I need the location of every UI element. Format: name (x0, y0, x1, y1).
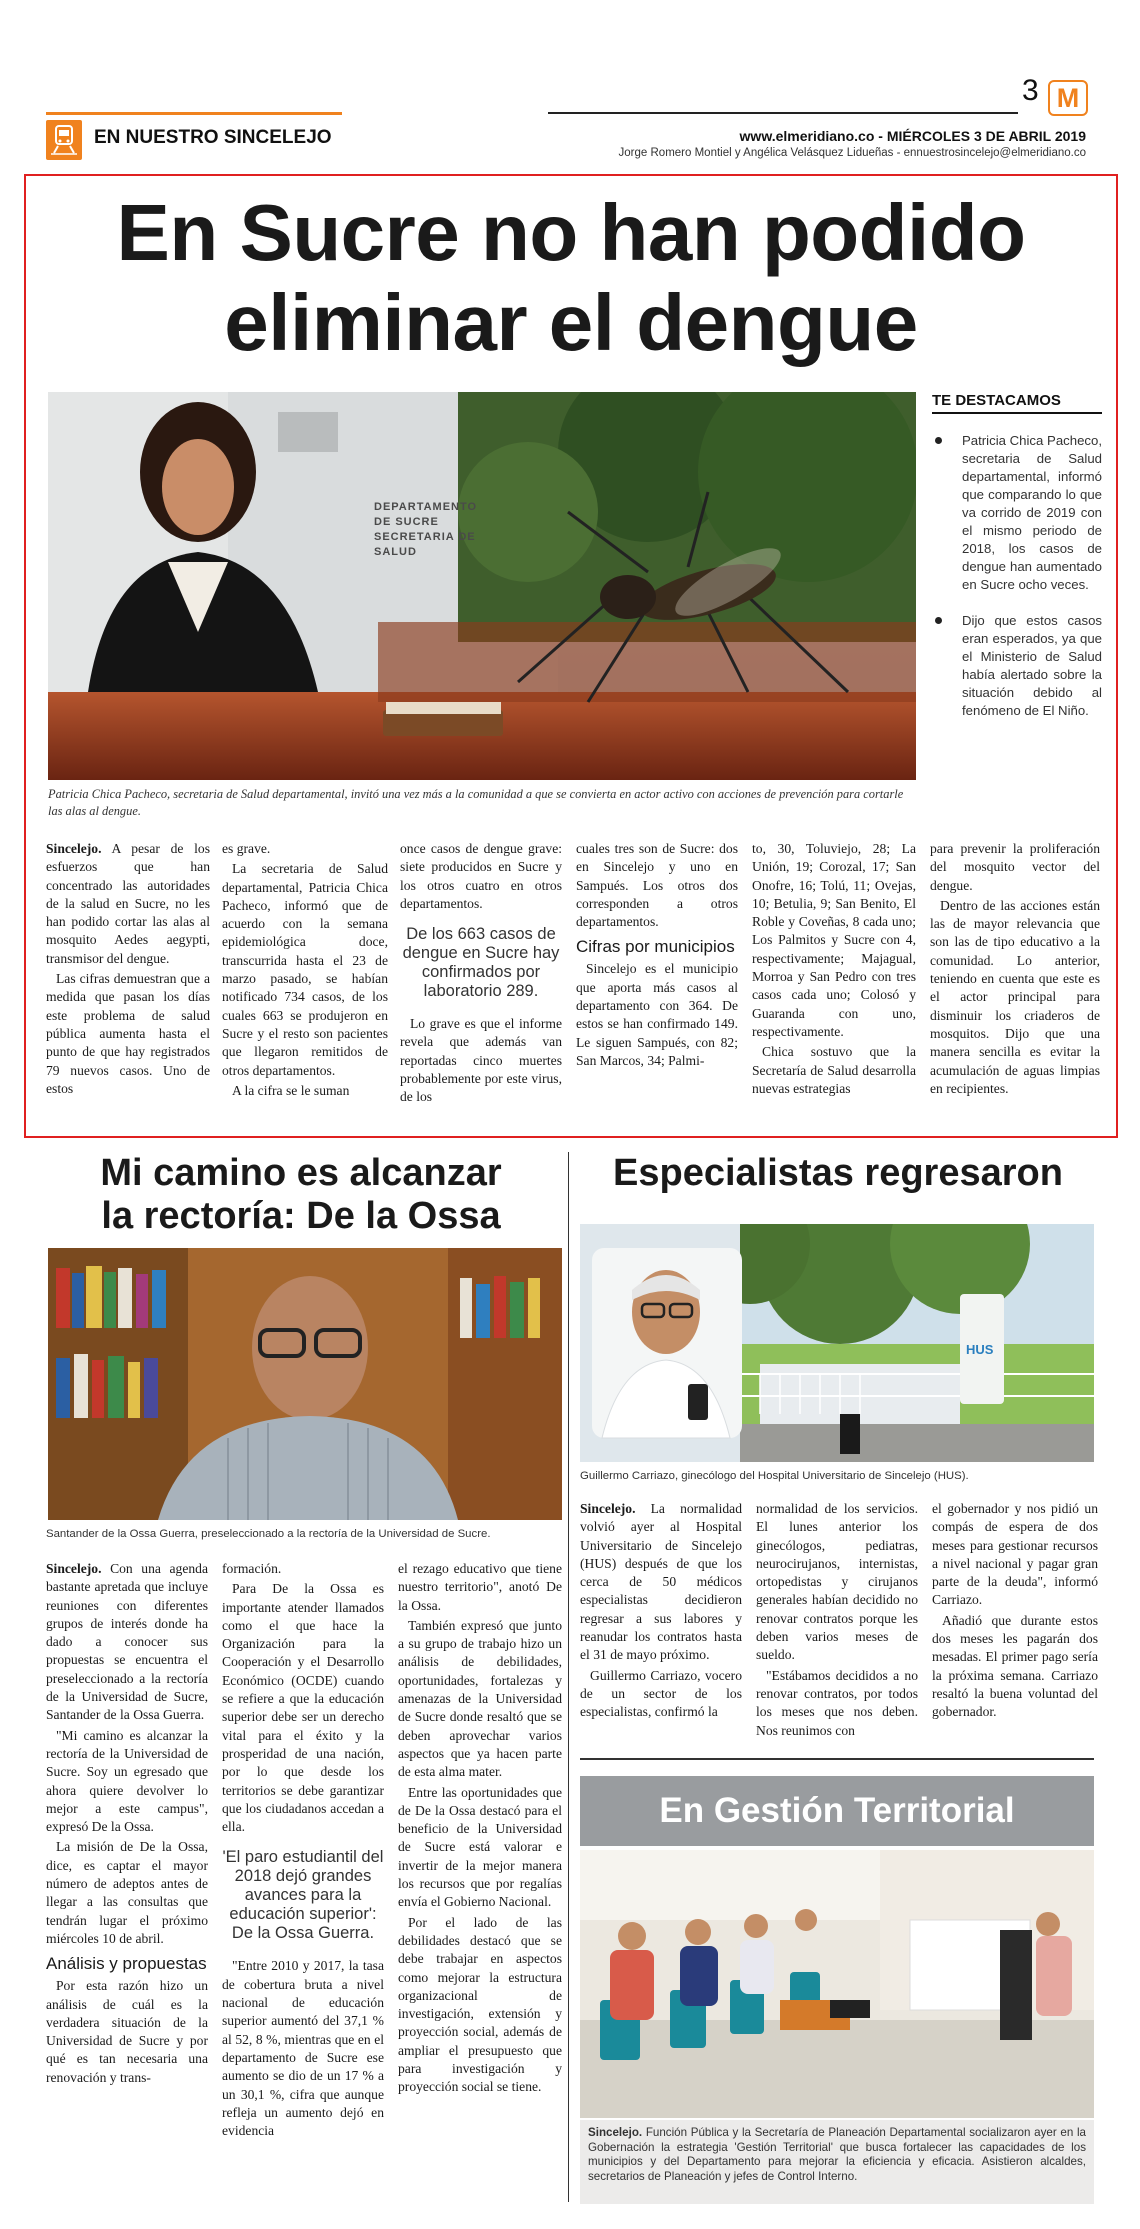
story4-caption: Función Pública y la Secretaría de Planeación Departamental socializaron ayer en la Gobernación la estrategia 'Gestión Territorial' que busca fortalecer las capacidades de los municipios y del Departamento para mejorar la eficiencia y eficacia. Asistieron alcaldes, secretarios de Planeación y jefes de Control Interno. (588, 2126, 1086, 2183)
lead-headline-line-1: En Sucre no han podido (116, 188, 1026, 277)
body-text: el rezago educativo que tiene nuestro territorio", anotó De la Ossa. (398, 1561, 562, 1613)
hospital-sign: HUS (966, 1342, 994, 1357)
highlight-item (932, 432, 1102, 594)
story2-headline (46, 1152, 556, 1238)
body-text: Entre las oportunidades que de De la Ossa destacó para el beneficio de la Universidad de Sucre está valorar e invertir de la mejor manera los recursos que por regalías envía el Gobierno Nacional. (398, 1784, 562, 1910)
highlights-title: TE DESTACAMOS (932, 392, 1102, 414)
story4-photo (580, 1850, 1094, 2118)
story2-photo-caption: Santander de la Ossa Guerra, preseleccionado a la rectoría de la Universidad de Sucre. (46, 1528, 491, 1540)
body-text: "Estábamos decididos a no renovar contratos, por todos los meses que nos deben. Nos reunimos con (756, 1667, 918, 1738)
body-text: A la cifra se le suman (232, 1082, 350, 1098)
bullet-icon (935, 617, 942, 624)
pull-quote: 'El paro estudiantil del 2018 dejó grandes avances para la educación superior': De la Ossa Guerra. (222, 1848, 384, 1943)
lead-col-5 (752, 840, 916, 1100)
lead-headline (24, 188, 1118, 368)
body-text: to, 30, Toluviejo, 28; La Unión, 19; Corozal, 17; San Onofre, 16; Tolú, 11; Ovejas, 10; Betulia, 9; San Benito, El Roble y Coveñas, 8 cada uno; Los Palmitos y Sucre con 4, respectivamente; Majagual, Morroa y San Pedro con tres casos cada uno; Colosó y Guaranda con uno, respectivamente. (752, 841, 916, 1039)
story3-col-1 (580, 1500, 742, 1724)
header-top-rule (548, 112, 1018, 114)
lead-col-2 (222, 840, 388, 1102)
body-text: Lo grave es que el informe revela que además van reportadas cinco muertes probablemente por este virus, de los (400, 1016, 562, 1105)
lead-col-3 (400, 840, 562, 1109)
lead-photo-caption: Patricia Chica Pacheco, secretaria de Salud departamental, invitó una vez más a la comunidad a que se convierta en actor activo con acciones de prevención para cortarle las alas al dengue. (48, 787, 904, 818)
story4-rule (580, 1758, 1094, 1760)
body-text: La normalidad volvió ayer al Hospital Universitario de Sincelejo (HUS) después de que los cerca de 50 médicos especialistas decidieron regresar a sus labores y reanudar los contratos hasta el 31 de mayo próximo. (580, 1501, 742, 1663)
body-text: Chica sostuvo que la Secretaría de Salud desarrolla nuevas estrategias (752, 1044, 916, 1096)
body-text: para prevenir la proliferación del mosquito vector del dengue. (930, 841, 1100, 893)
body-text: También expresó que junto a su grupo de trabajo hizo un análisis de debilidades, oportunidades, fortalezas y amenazas de la Universidad de Sucre donde resaltó que se deben aprovechar varios aspectos que ya hacen parte de esta alma mater. (398, 1617, 562, 1780)
body-text: Añadió que durante estos dos meses les pagarán dos mesadas. El primer pago sería la próxima semana. Carriazo resaltó la buena voluntad del gobernador. (932, 1612, 1098, 1720)
lead-headline-line-2: eliminar el dengue (224, 278, 918, 367)
body-text: Con una agenda bastante apretada que incluye reuniones con diferentes grupos de interés donde ha dado a conocer sus propuestas se encuentra el preseleccionado a la rectoría de la Universidad de Sucre, Santander de la Ossa Guerra. (46, 1561, 208, 1723)
lead-col-4 (576, 840, 738, 1072)
highlights-box (932, 392, 1102, 720)
highlight-text: Patricia Chica Pacheco, secretaria de Salud departamental, informó que comparando lo que va corrido de 2019 con el mismo periodo de 2018, los casos de dengue han aumentado en Sucre ocho veces. (962, 433, 1103, 592)
body-text: Dentro de las acciones están las de mayor relevancia que son las de tipo educativo a la comunidad. Lo anterior, teniendo en cuenta que este es el actor principal para disminuir los criaderos de mosquitos. Dijo que una manera sencilla es evitar la acumulación de aguas limpias en recipientes. (930, 897, 1100, 1096)
section-header (46, 112, 346, 160)
story2-col-3 (398, 1560, 562, 2099)
body-text: cuales tres son de Sucre: dos en Sincelejo y uno en Sampués. Los otros dos corresponden a otros departamentos. (576, 841, 738, 930)
story2-photo (48, 1248, 562, 1520)
dateline: Sincelejo. (588, 2126, 643, 2139)
story4-banner-title: En Gestión Territorial (659, 1791, 1015, 1830)
body-text: Sincelejo es el municipio que aporta más casos al departamento con 364. De estos se han confirmado 149. Le siguen Sampués, con 82; San Marcos, 34; Palmi- (576, 961, 738, 1068)
meridiano-logo (1048, 80, 1088, 116)
story3-headline: Especialistas regresaron (613, 1152, 1063, 1194)
story3-col-3 (932, 1500, 1098, 1724)
pull-quote: De los 663 casos de dengue en Sucre hay confirmados por laboratorio 289. (402, 925, 560, 1001)
story2-col-1 (46, 1560, 208, 2089)
story3-photo-caption: Guillermo Carriazo, ginecólogo del Hospital Universitario de Sincelejo (HUS). (580, 1470, 969, 1482)
story3-col-2 (756, 1500, 918, 1742)
lead-photo (48, 392, 916, 780)
section-rule (46, 112, 342, 115)
story2-col-2 (222, 1560, 384, 2142)
dateline: Sincelejo. (580, 1501, 636, 1516)
highlight-text: Dijo que estos casos eran esperados, ya que el Ministerio de Salud había alertado sobre la situación debido al fenómeno de El Niño. (962, 613, 1102, 718)
story4-caption-box (580, 2120, 1094, 2204)
logo-letter: M (1056, 83, 1080, 113)
subhead: Cifras por municipios (576, 937, 735, 957)
body-text: Por esta razón hizo un análisis de cuál es la verdadera situación de la Universidad de Sucre y por qué es tan necesaria una renovación y trans- (46, 1978, 208, 2085)
photo-wall-sign: DEPARTAMENTO DE SUCRE SECRETARIA DE SALUD (374, 501, 478, 558)
body-text: Para De la Ossa es importante atender llamados como el que hace la Organización para la Cooperación y el Desarrollo Económico (OCDE) cuando se refiere a que la educación superior debe ser un derecho vital para el éxito y la prosperidad de una nación, por lo que desde los territorios se debe garantizar que los ciudadanos accedan a ella. (222, 1581, 384, 1835)
dateline: Sincelejo. (46, 1561, 102, 1576)
body-text: es grave. (222, 841, 271, 856)
site-date: www.elmeridiano.co - MIÉRCOLES 3 DE ABRIL 2019 (739, 128, 1086, 144)
story2-headline-line-2: la rectoría: De la Ossa (101, 1195, 501, 1237)
body-text: "Entre 2010 y 2017, la tasa de cobertura bruta a nivel nacional de educación superior aumentó del 37,1 % al 52, 8 %, mientras que en el departamento de Sucre ese aumento se dio de un 17 % a un 30,1 %, cifra que aunque refleja un aumento dejó en evidencia (222, 1958, 384, 2139)
body-text: normalidad de los servicios. El lunes anterior los ginecólogos, pediatras, neurocirujanos, internistas, ortopedistas y cirujanos generales habían decidido no renovar contratos porque les deben varios meses de sueldo. (756, 1501, 918, 1663)
lead-col-1 (46, 840, 210, 1100)
column-divider (568, 1152, 569, 2202)
highlight-item (932, 612, 1102, 720)
body-text: La misión de De la Ossa, dice, es captar el mayor número de adeptos antes de llegar a las consultas que tendrán lugar el próximo miércoles 10 de abril. (46, 1839, 208, 1946)
body-text: formación. (222, 1561, 282, 1576)
train-icon (46, 120, 82, 160)
page-number: 3 (1022, 74, 1039, 107)
story3-photo (580, 1224, 1094, 1462)
story4-banner (580, 1776, 1094, 1846)
body-text: Por el lado de las debilidades destacó que se debe trabajar en aspectos como mejorar la estructura organizacional de investigación, extensión y proyección social, además de ampliar el presupuesto que para investigación y proyección social se tiene. (398, 1914, 562, 2095)
body-text: Guillermo Carriazo, vocero de un sector de los especialistas, confirmó la (580, 1667, 742, 1720)
body-text: La secretaria de Salud departamental, Patricia Chica Pacheco, informó que de acuerdo con la semana epidemiológica doce, transcurrida hasta el 23 de marzo pasado, se habían notificado 734 casos, de los cuales 663 se produjeron en Sucre y el resto son pacientes que llegaron remitidos de otros departamentos. (222, 861, 388, 1078)
subhead: Análisis y propuestas (46, 1954, 207, 1974)
body-text: A pesar de los esfuerzos que han concentrado las autoridades de la salud en Sucre, no les han podido cortar las alas al mosquito Aedes aegypti, transmisor del dengue. (46, 841, 210, 966)
body-text: el gobernador y nos pidió un compás de espera de dos meses para gestionar recursos a nivel nacional y pagar gran parte de la deuda", informó Carriazo. (932, 1501, 1098, 1608)
byline: Jorge Romero Montiel y Angélica Velásquez Lidueñas - ennuestrosincelejo@elmeridiano.co (618, 147, 1086, 159)
lead-col-6 (930, 840, 1100, 1100)
body-text: once casos de dengue grave: siete producidos en Sucre y los otros cuatro en otros departamentos. (400, 841, 562, 911)
bullet-icon (935, 437, 942, 444)
section-label: EN NUESTRO SINCELEJO (94, 127, 332, 148)
body-text: "Mi camino es alcanzar la rectoría de la Universidad de Sucre. Soy un egresado que ahora quiere devolver lo mejor a este campus", expresó De la Ossa. (46, 1727, 208, 1835)
body-text: Las cifras demuestran que a medida que pasan los días este problema de salud pública aumenta hasta el punto de que hay registrados 79 nuevos casos. Uno de estos (46, 971, 210, 1096)
story2-headline-line-1: Mi camino es alcanzar (100, 1152, 502, 1194)
dateline: Sincelejo. (46, 841, 102, 856)
